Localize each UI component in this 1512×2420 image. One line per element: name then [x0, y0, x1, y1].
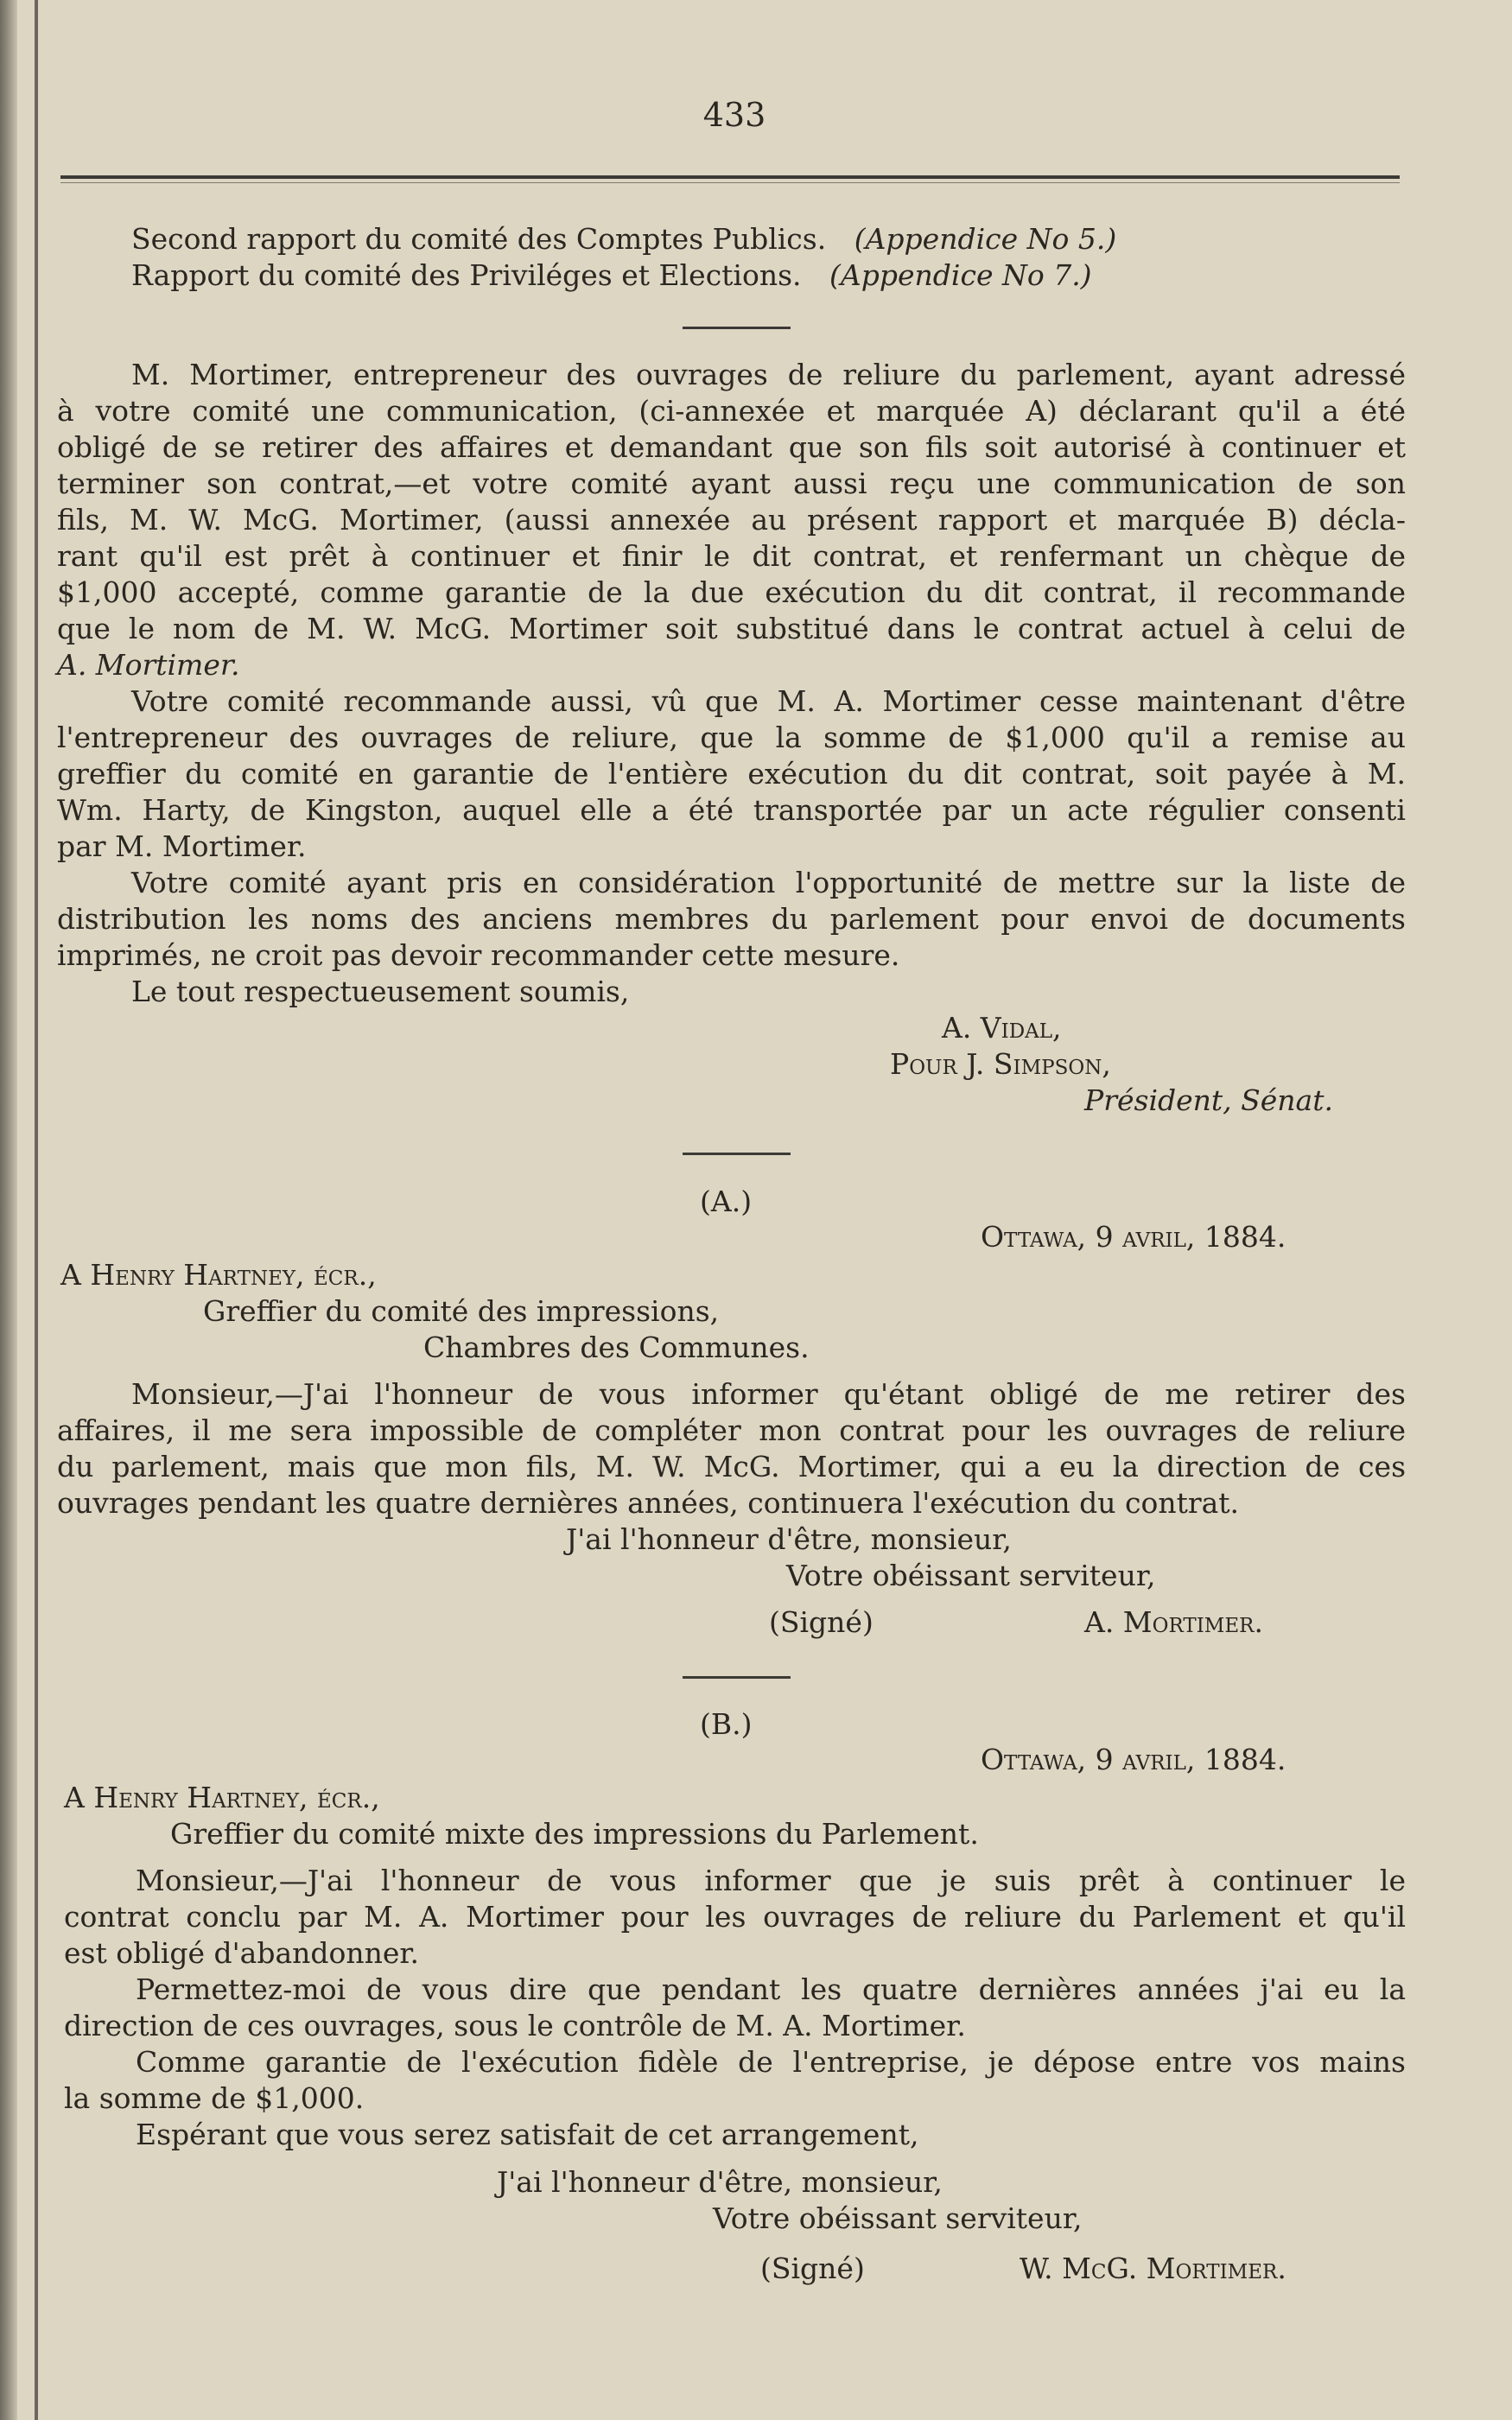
- letter-a-honour: J'ai l'honneur d'être, monsieur,: [566, 1522, 1012, 1556]
- letter-b-honour: J'ai l'honneur d'être, monsieur,: [497, 2165, 943, 2199]
- letter-a-signer: A. Mortimer.: [1084, 1605, 1263, 1639]
- header-rule-thin: [60, 182, 1400, 183]
- letter-a-address: Chambres des Communes.: [423, 1331, 810, 1364]
- letter-b-signer: W. McG. Mortimer.: [1020, 2252, 1286, 2285]
- letter-b-signed: (Signé): [760, 2252, 865, 2285]
- letter-b-label: (B.): [700, 1707, 753, 1741]
- letter-a-addressee: A Henry Hartney, écr.,: [60, 1258, 377, 1292]
- signature-title: Président, Sénat.: [1084, 1083, 1333, 1117]
- page-number: 433: [702, 96, 766, 134]
- letter-b-dateline: Ottawa, 9 avril, 1884.: [981, 1743, 1286, 1776]
- letter-b-addressee: A Henry Hartney, écr.,: [64, 1781, 380, 1814]
- appendix-line: Second rapport du comité des Comptes Publics. (Appendice No 5.): [131, 222, 1117, 256]
- letter-a-address: Greffier du comité des impressions,: [203, 1294, 720, 1328]
- letter-a-label: (A.): [700, 1185, 753, 1218]
- header-rule: [60, 175, 1400, 179]
- closing-line: Le tout respectueusement soumis,: [131, 975, 630, 1008]
- section-divider: [683, 1153, 791, 1155]
- appendix-line: Rapport du comité des Priviléges et Elections. (Appendice No 7.): [131, 258, 1092, 292]
- letter-b-servant: Votre obéissant serviteur,: [713, 2201, 1083, 2235]
- letter-a-servant: Votre obéissant serviteur,: [786, 1559, 1156, 1592]
- section-divider: [683, 1676, 791, 1679]
- section-divider: [683, 327, 791, 329]
- letter-a-signed: (Signé): [769, 1605, 874, 1639]
- letter-a-dateline: Ottawa, 9 avril, 1884.: [981, 1220, 1286, 1254]
- letter-b-address: Greffier du comité mixte des impressions du Parlement.: [170, 1817, 979, 1851]
- letter-b-paragraph: Espérant que vous serez satisfait de cet arrangement,: [136, 2118, 919, 2151]
- signature-for: Pour J. Simpson,: [890, 1047, 1111, 1081]
- signature-name: A. Vidal,: [942, 1011, 1062, 1045]
- document-page: 433 Second rapport du comité des Comptes Publics. (Appendice No 5.) Rapport du comité des Priviléges et Elections. (Appendice No 7.) M. Mortimer, entrepreneur des ouvrages de reliure du parlement, ayant adressé à votre comité une communication, (ci-annexée et marquée A) déclarant qu'il a été obligé de se retirer des affaires et demandant que son fils soit autorisé à continuer et terminer son contrat,—et votre comité ayant aussi reçu une communication de son fils, M. W. McG. Mortimer, (aussi annexée au présent rapport et marquée B) décla- rant qu'il est prêt à continuer et finir le dit contrat, et renfermant un chèque de $1,000 accepté, comme garantie de la due exécution du dit contrat, il recommande que le nom de M. W. McG. Mortimer soit substitué dans le contrat actuel à celui de A. Mortimer. Votre comité recommande aussi, vû que M. A. Mortimer cesse maintenant d'être l'entrepreneur des ouvrages de reliure, que la somme de $1,000 qu'il a remise au greffier du comité en garantie de l'entière exécution du dit contrat, soit payée à M. Wm. Harty, de Kingston, auquel elle a été transportée par un acte régulier consenti par M. Mortimer. Votre comité ayant pris en considération l'opportunité de mettre sur la liste de distribution les noms des anciens membres du parlement pour envoi de documents imprimés, ne croit pas devoir recommander cette mesure. Le tout respectueusement soumis, A. Vidal, Pour J. Simpson, Président, Sénat. (A.) Ottawa, 9 avril, 1884. A Henry Hartney, écr., Greffier du comité des impressions, Chambres des Communes. Monsieur,—J'ai l'honneur de vous informer qu'étant obligé de me retirer des affaires, il me sera impossible de compléter mon contrat pour les ouvrages de reliure du parlement, mais que mon fils, M. W. McG. Mortimer, qui a eu la direction de ces ouvrages pendant les quatre dernières années, continuera l'exécution du contrat. J'ai l'honneur d'être, monsieur, Votre obéissant serviteur, (Signé) A. Mortimer. (B.) Ottawa, 9 avril, 1884. A Henry Hartney, écr., Greffier du comité mixte des impressions du Parlement. Monsieur,—J'ai l'honneur de vous informer que je suis prêt à continuer le contrat conclu par M. A. Mortimer pour les ouvrages de reliure du Parlement et qu'il est obligé d'abandonner. Permettez-moi de vous dire que pendant les quatre dernières années j'ai eu la direction de ces ouvrages, sous le contrôle de M. A. Mortimer. Comme garantie de l'exécution fidèle de l'entreprise, je dépose entre vos mains la somme de $1,000. Espérant que vous serez satisfait de cet arrangement, J'ai l'honneur d'être, monsieur, Votre obéissant serviteur, (Signé) W. McG. Mortimer.: [0, 0, 1512, 2420]
